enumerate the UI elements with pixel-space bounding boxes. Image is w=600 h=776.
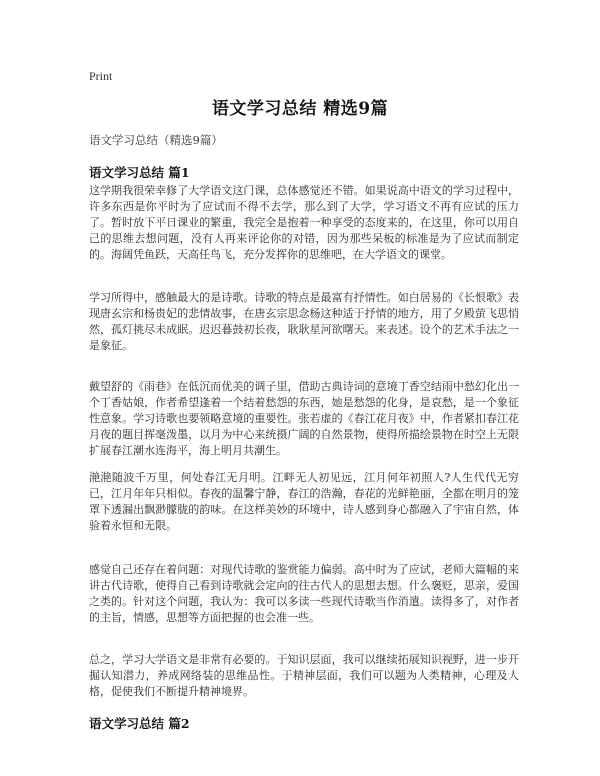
paragraph: 这学期我很荣幸修了大学语文这门课，总体感觉还不错。如果说高中语文的学习过程中，许多东西是你平时为了应试而不得不去学，那么到了大学，学习语文不再有应试的压力了。暂时放下平日课业的繁重，我完全是抱着一种享受的态度来的，在这里，你可以用自己的思维去想问题，没有人再来评论你的对错，因为那些呆板的标准是为了应试而制定的。海阔凭鱼跃，天高任鸟飞，充分发挥你的思维吧，在大学语文的课堂。	[89, 184, 519, 261]
section-heading-2: 语文学习总结 篇2	[89, 716, 190, 731]
paragraph: 滟滟随波千万里，何处春江无月明。江畔无人初见远，江月何年初照人?人生代代无穷已，江月年年只相似。春夜的温馨宁静，春江的浩瀚，春花的光鲜艳丽，全都在明月的笼罩下透漏出飘渺朦胧的韵味。在这样美妙的环境中，诗人感到身心都融入了宇宙自然，体验着永恒和无限。	[89, 471, 519, 532]
paragraph: 总之，学习大学语文是非常有必要的。于知识层面，我可以继续拓展知识视野，进一步开掘认知潜力，养成网络装的思维品性。于精神层面，我们可以题为人类精神，心理及人格，促使我们不断提升精神境界。	[89, 653, 519, 698]
document-title: 语文学习总结 精选9篇	[211, 99, 389, 119]
print-link[interactable]: Print	[89, 69, 113, 83]
document-subtitle: 语文学习总结（精选9篇）	[89, 133, 223, 147]
section-heading-1: 语文学习总结 篇1	[89, 165, 190, 180]
paragraph: 学习所得中，感触最大的是诗歌。诗歌的特点是最富有抒情性。如白居易的《长恨歌》表现唐玄宗和杨贵妃的悲情故事，在唐玄宗思念杨这种适于抒情的地方，用了夕殿萤飞思悄然，孤灯挑尽未成眠。迟迟暮鼓初长夜，耿耿星河欲曙天。来表述。设个的艺术手法之一是象征。	[89, 291, 519, 352]
paragraph: 感觉自己还存在着问题：对现代诗歌的鉴赏能力偏弱。高中时为了应试，老师大篇幅的来讲古代诗歌，使得自己看到诗歌就会定向的往古代人的思想去想。什么褒贬，思亲，爱国之类的。针对这个问题，我认为：我可以多读一些现代诗歌当作消遣。读得多了，对作者的主旨，情感，思想等方面把握的也会准一些。	[89, 563, 519, 624]
paragraph: 戴望舒的《雨巷》在低沉而优美的调子里，借助古典诗词的意境丁香空结雨中愁幻化出一个丁香姑娘，作者希望逢着一个结着愁怨的东西，她是愁怨的化身，是哀愁，是一个象征性意象。学习诗歌也要领略意境的重要性。张若虚的《春江花月夜》中，作者紧扣春江花月夜的题目挥毫泼墨，以月为中心来统摄广阔的自然景物，使得所描绘景物在时空上无限扩展春江潮水连海平，海上明月共潮生。	[89, 380, 519, 457]
